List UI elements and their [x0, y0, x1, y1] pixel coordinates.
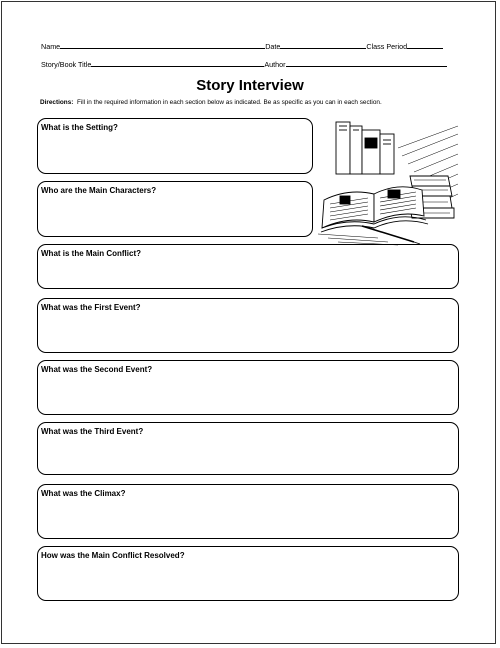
name-label: Name	[41, 42, 61, 51]
main-conflict-question: What is the Main Conflict?	[41, 249, 141, 258]
climax-question: What was the Climax?	[41, 489, 126, 498]
date-field[interactable]	[280, 41, 366, 49]
books-icon	[318, 118, 460, 246]
directions-text: Fill in the required information in each section below as indicated. Be as specific as you can in each section.	[76, 99, 382, 106]
author-label: Author	[264, 60, 286, 69]
second-event-question: What was the Second Event?	[41, 365, 153, 374]
title-author-row	[41, 59, 447, 69]
class-period-field[interactable]	[407, 41, 443, 49]
climax-box[interactable]	[37, 484, 459, 539]
resolution-question: How was the Main Conflict Resolved?	[41, 551, 185, 560]
setting-box[interactable]	[37, 118, 313, 174]
first-event-box[interactable]	[37, 298, 459, 353]
class-period-label: Class Period	[366, 42, 408, 51]
date-label: Date	[265, 42, 281, 51]
main-characters-question: Who are the Main Characters?	[41, 186, 157, 195]
directions	[40, 99, 382, 106]
main-characters-box[interactable]	[37, 181, 313, 237]
setting-question: What is the Setting?	[41, 123, 118, 132]
story-title-label: Story/Book Title	[41, 60, 92, 69]
third-event-box[interactable]	[37, 422, 459, 475]
resolution-box[interactable]	[37, 546, 459, 601]
name-row	[41, 41, 443, 51]
second-event-box[interactable]	[37, 360, 459, 415]
story-title-field[interactable]	[91, 59, 264, 67]
page-title: Story Interview	[196, 77, 304, 94]
name-field[interactable]	[60, 41, 265, 49]
directions-label: Directions:	[40, 99, 74, 106]
third-event-question: What was the Third Event?	[41, 427, 144, 436]
author-field[interactable]	[286, 59, 447, 67]
main-conflict-box[interactable]	[37, 244, 459, 289]
first-event-question: What was the First Event?	[41, 303, 141, 312]
